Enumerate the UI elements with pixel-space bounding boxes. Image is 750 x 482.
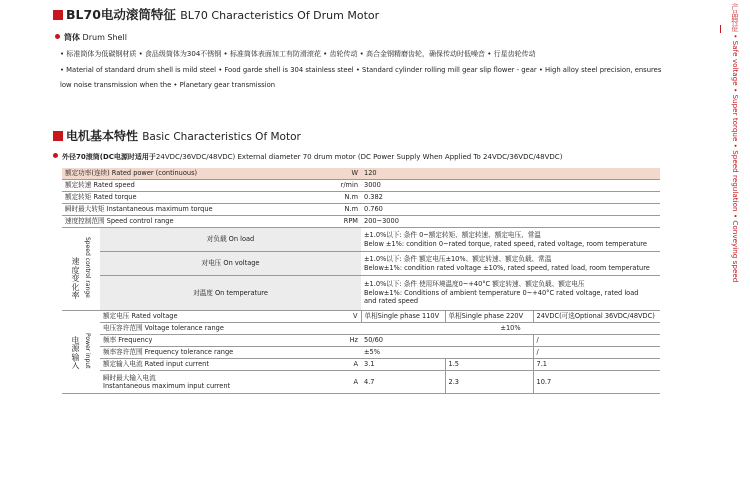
table-row (62, 276, 660, 311)
row-label: 额定转速 Rated speed (62, 180, 333, 192)
dot-bullet-icon (55, 34, 60, 39)
power-cell: / (533, 347, 660, 359)
row-unit: r/min (333, 180, 361, 192)
power-row-unit: Hz (333, 335, 361, 347)
power-row-label: 频率容许范围 Frequency tolerance range (100, 347, 333, 359)
power-cell: 24VDC(可选Optional 36VDC/48VDC) (533, 311, 660, 323)
row-value: 0.382 (361, 192, 660, 204)
table-row (62, 192, 660, 204)
power-cell: / (533, 335, 660, 347)
drum-features-en-1: • Material of standard drum shell is mild steel • Food garde shell is 304 stainless steel • Standard cylinder rolling mill gear slip flower - gear • High alloy steel precision, ensures (60, 66, 662, 74)
power-cell: 50/60 (361, 335, 533, 347)
speed-row-label: 对温度 On temperature (100, 276, 361, 311)
row-unit: W (333, 168, 361, 180)
power-row-unit: A (333, 371, 361, 394)
table-row (62, 180, 660, 192)
power-row-unit (333, 323, 361, 335)
power-cell: 7.1 (533, 359, 660, 371)
power-row-label: 瞬时最大输入电流 Instantaneous maximum input current (100, 371, 333, 394)
power-cell: 2.3 (445, 371, 533, 394)
power-cell: 单相Single phase 220V (445, 311, 533, 323)
drum-features-en-2: low noise transmission when the • Planetary gear transmission (60, 81, 276, 89)
table-row (62, 359, 660, 371)
power-cell: ±10% (361, 323, 660, 335)
speed-group-label: 速度变化率 Speed control range (62, 228, 100, 311)
dot-bullet-icon (53, 153, 58, 158)
power-row-label: 额定电压 Rated voltage (100, 311, 333, 323)
motor-subtitle: 外径70滚筒(DC电源时适用于24VDC/36VDC/48VDC) External diameter 70 drum motor (DC Power Supply When Applied To 24VDC/36VDC/48VDC) (53, 152, 562, 162)
power-row-unit: V (333, 311, 361, 323)
row-unit: RPM (333, 216, 361, 228)
table-row (62, 323, 660, 335)
power-row-label: 额定输入电流 Rated input current (100, 359, 333, 371)
speed-row-value: ±1.0%以下: 条件 0~额定转矩、额定转速、额定电压、常温 Below ±1%: condition 0~rated torque, rated speed, rated voltage, room temperature (361, 228, 660, 252)
power-cell: 3.1 (361, 359, 445, 371)
power-cell: ±5% (361, 347, 533, 359)
table-row (62, 216, 660, 228)
row-value: 3000 (361, 180, 660, 192)
power-row-label: 频率 Frequency (100, 335, 333, 347)
square-bullet-icon (53, 131, 63, 141)
motor-spec-table (62, 168, 660, 394)
table-row (62, 347, 660, 359)
row-label: 额定功率(连续) Rated power (continuous) (62, 168, 333, 180)
side-feature-text: 产品特征 • Safe voltage • Super torque • Speed regulation • Conveying speed (731, 3, 740, 283)
table-row (62, 168, 660, 180)
table-row (62, 204, 660, 216)
power-row-label: 电压容许范围 Voltage tolerance range (100, 323, 333, 335)
table-row (62, 335, 660, 347)
square-bullet-icon (53, 10, 63, 20)
row-value: 0.760 (361, 204, 660, 216)
row-unit: N.m (333, 204, 361, 216)
table-row (62, 252, 660, 276)
table-row (62, 311, 660, 323)
power-cell: 10.7 (533, 371, 660, 394)
power-cell: 单相Single phase 110V (361, 311, 445, 323)
row-label: 瞬时最大转矩 Instantaneous maximum torque (62, 204, 333, 216)
row-label: 额定转矩 Rated torque (62, 192, 333, 204)
row-value: 200~3000 (361, 216, 660, 228)
speed-row-label: 对负载 On load (100, 228, 361, 252)
power-cell: 1.5 (445, 359, 533, 371)
speed-row-label: 对电压 On voltage (100, 252, 361, 276)
speed-row-value: ±1.0%以下: 条件 使用环境温度0~+40°C 额定转速、额定负载、额定电压 Below±1%: Conditions of ambient temperature 0~+40°C rated voltage, rated load and rated speed (361, 276, 660, 311)
side-marker (720, 25, 721, 33)
side-feature-strip (726, 0, 746, 482)
power-row-unit: A (333, 359, 361, 371)
section-title-drum: BL70电动滚筒特征 BL70 Characteristics Of Drum Motor (53, 5, 379, 23)
table-row (62, 371, 660, 394)
power-row-unit (333, 347, 361, 359)
drum-features-cn: • 标准筒体为低碳钢材质 • 食品级筒体为304不锈钢 • 标准筒体表面加工有防滑滚花 • 齿轮传动 • 高合金钢精磨齿轮，确保传动时低噪音 • 行星齿轮传动 (60, 50, 536, 58)
row-unit: N.m (333, 192, 361, 204)
row-value: 120 (361, 168, 660, 180)
table-row (62, 228, 660, 252)
section-title-motor: 电机基本特性 Basic Characteristics Of Motor (53, 127, 301, 144)
power-cell: 4.7 (361, 371, 445, 394)
speed-row-value: ±1.0%以下: 条件 额定电压±10%、额定转速、额定负载、常温 Below±1%: condition rated voltage ±10%, rated speed, rated load, room temperature (361, 252, 660, 276)
drum-shell-subtitle: 筒体 Drum Shell (55, 32, 127, 43)
power-group-label: 电源输入 Power input (62, 311, 100, 394)
row-label: 速度控制范围 Speed control range (62, 216, 333, 228)
